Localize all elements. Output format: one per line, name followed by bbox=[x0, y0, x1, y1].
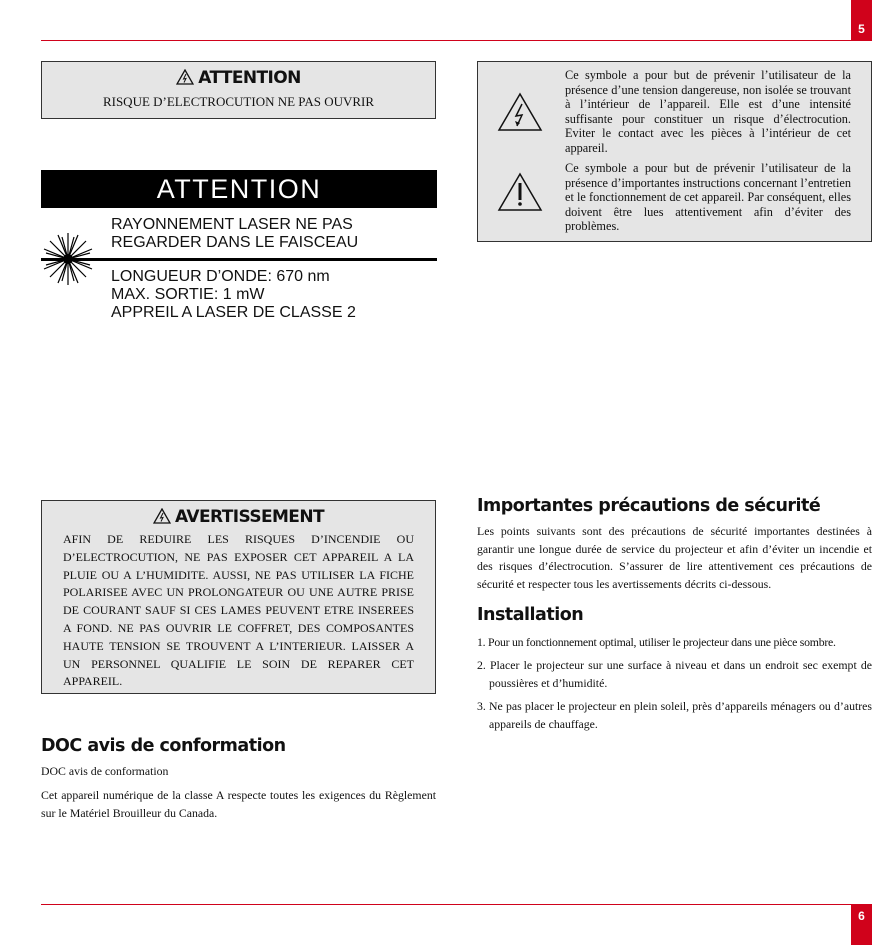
top-rule bbox=[41, 40, 872, 41]
attention-box bbox=[41, 61, 436, 119]
bottom-rule bbox=[41, 904, 872, 905]
laser-warning-line-2: REGARDER DANS LE FAISCEAU bbox=[111, 234, 359, 251]
warning-box-body: AFIN DE REDUIRE LES RISQUES D’INCENDIE OU D’ELECTROCUTION, NE PAS EXPOSER CET APPAREIL A LA PLUIE OU A L’HUMIDITE. AUSSI, NE PAS UTILISER LA FICHE POLARISEE AVEC UN PROLONGATEUR OU UNE AUTRE PRISE DE COURANT SAUF SI CES LAMES PEUVENT ETRE INSEREES A FOND. NE PAS OUVRIR LE COFFRET, DES COMPOSANTES HAUTE TENSION SE TROUVENT A L’INTERIEUR. LAISSER A UN PERSONNEL QUALIFIE LE SOIN DE REPARER CET APPAREIL. bbox=[63, 532, 414, 689]
attention-box-title: ATTENTION bbox=[198, 68, 301, 88]
doc-body: Cet appareil numérique de la classe A respecte toutes les exigences du Règlement sur le Matériel Brouilleur du Canada. bbox=[41, 788, 436, 820]
page-number-top: 5 bbox=[851, 0, 872, 40]
warning-box-title-row bbox=[42, 507, 435, 527]
laser-label-divider bbox=[41, 258, 437, 261]
attention-box-title-row bbox=[42, 68, 435, 88]
laser-attention-title: ATTENTION bbox=[41, 170, 437, 208]
attention-box-subtitle: RISQUE D’ELECTROCUTION NE PAS OUVRIR bbox=[102, 94, 375, 109]
laser-spec-wavelength: LONGUEUR D’ONDE: 670 nm bbox=[111, 268, 330, 285]
laser-spec-output: MAX. SORTIE: 1 mW bbox=[111, 286, 265, 303]
lightning-triangle-icon bbox=[497, 92, 543, 132]
safety-heading: Importantes précautions de sécurité bbox=[477, 496, 821, 516]
electrical-warning-triangle-icon bbox=[176, 69, 194, 85]
safety-body: Les points suivants sont des précautions de sécurité importantes destinées à garantir une longue durée de service du projecteur et afin d’éviter un incendie et des risques d’électrocution. S’assurer de lire attentivement ces précautions de sécurité et respecter tous les avertissements décrits ci-dessous. bbox=[477, 524, 872, 591]
page-number-bottom: 6 bbox=[851, 904, 872, 945]
installation-item-3: 3. Ne pas placer le projecteur en plein soleil, près d’appareils ménagers ou d’autres appareils de chauffage. bbox=[477, 699, 872, 732]
laser-warning-line-1: RAYONNEMENT LASER NE PAS bbox=[111, 216, 353, 233]
exclamation-symbol-description: Ce symbole a pour but de prévenir l’utilisateur de la présence d’importantes instructions concernant l’entretien et le fonctionnement de cet appareil. Par conséquent, elles doivent être lues attentivement afin d’éviter des problèmes. bbox=[565, 161, 851, 234]
laser-spec-class: APPREIL A LASER DE CLASSE 2 bbox=[111, 304, 356, 321]
warning-box-title: AVERTISSEMENT bbox=[175, 507, 324, 527]
exclamation-triangle-icon bbox=[497, 172, 543, 212]
installation-item-1: 1. Pour un fonctionnement optimal, utiliser le projecteur dans une pièce sombre. bbox=[477, 635, 836, 649]
lightning-symbol-description: Ce symbole a pour but de prévenir l’utilisateur de la présence d’une tension dangereuse, non isolée se trouvant à l’intérieur de l’appareil. Elle est d’une intensité suffisante pour constituer un risque d’électrocution. Eviter le contact avec les pièces à l’intérieur de cet appareil. bbox=[565, 68, 851, 155]
installation-item-2: 2. Placer le projecteur sur une surface à niveau et dans un endroit sec exempt de poussières et d’humidité. bbox=[477, 658, 872, 691]
doc-subheading: DOC avis de conformation bbox=[41, 764, 169, 778]
doc-heading: DOC avis de conformation bbox=[41, 736, 286, 756]
electrical-warning-triangle-icon bbox=[153, 508, 171, 524]
installation-heading: Installation bbox=[477, 605, 584, 625]
